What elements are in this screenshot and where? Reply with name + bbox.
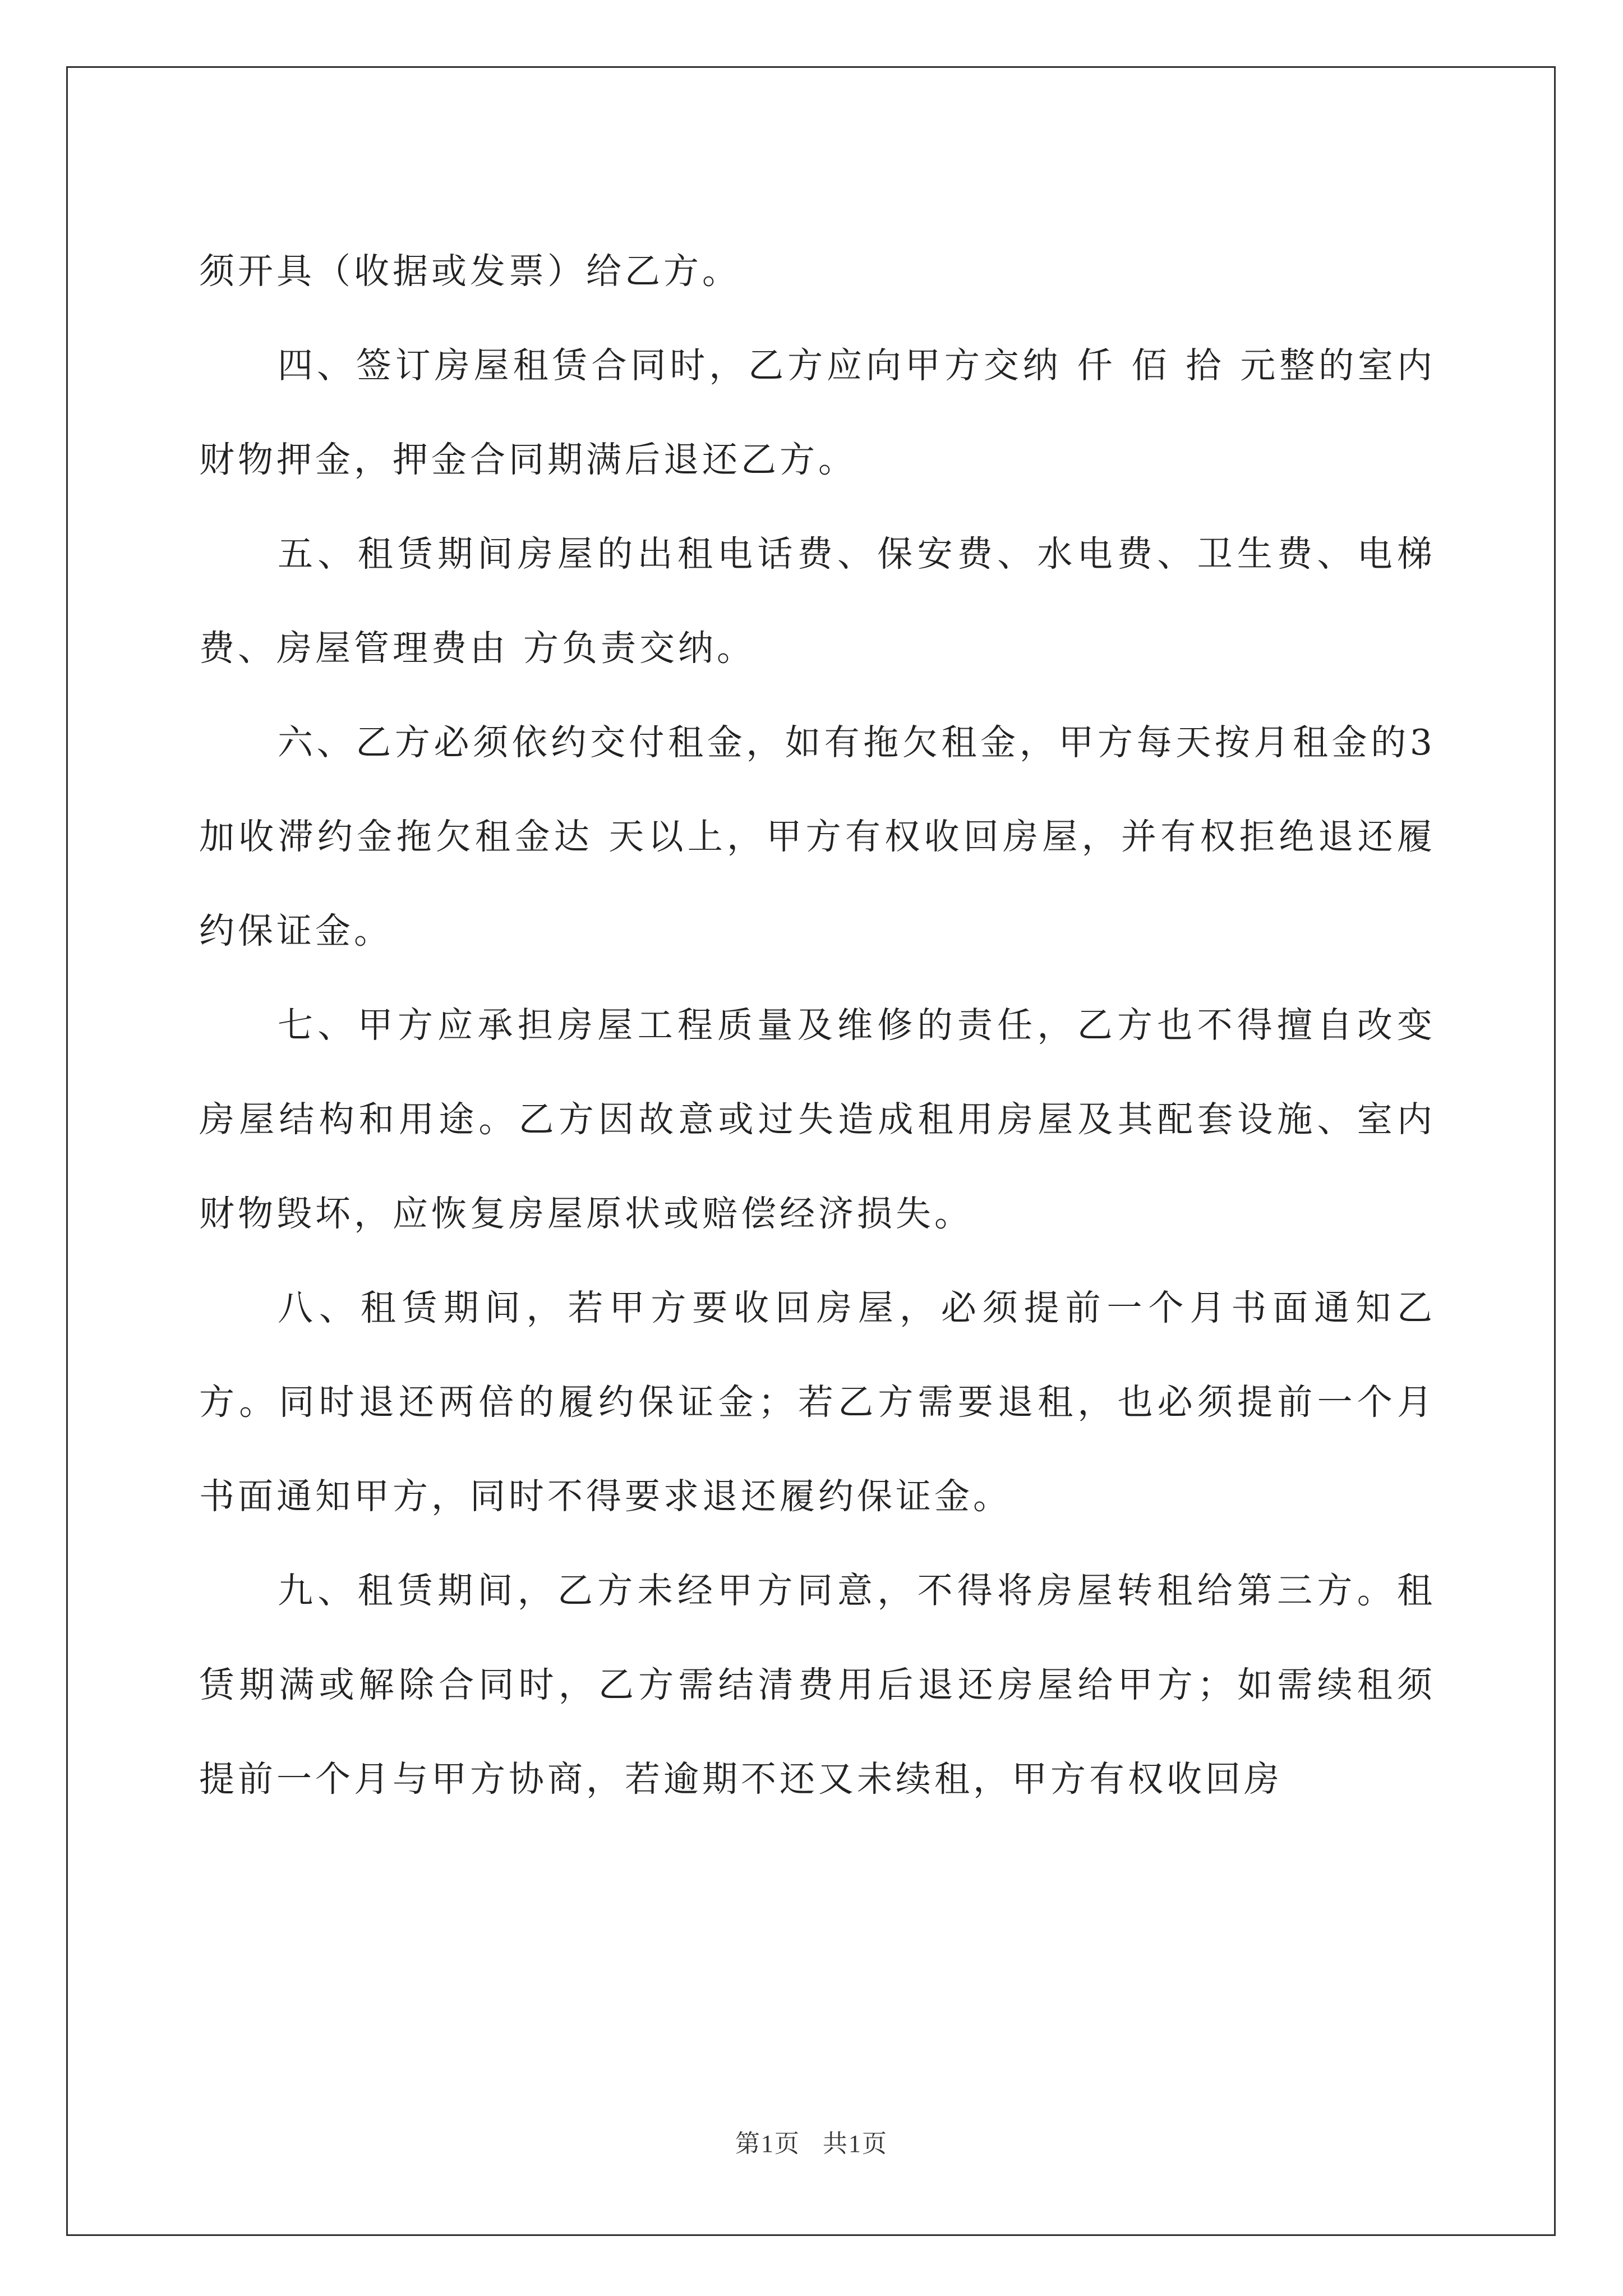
paragraph-clause-9: 九、租赁期间，乙方未经甲方同意，不得将房屋转租给第三方。租赁期满或解除合同时，乙方需结清费用后退还房屋给甲方；如需续租须提前一个月与甲方协商，若逾期不还又未续租，甲方有权收回房 [199, 1570, 1436, 1800]
page-total: 共1页 [823, 2130, 888, 2157]
paragraph-clause-8: 八、租赁期间，若甲方要收回房屋，必须提前一个月书面通知乙方。同时退还两倍的履约保证金；若乙方需要退租，也必须提前一个月书面通知甲方，同时不得要求退还履约保证金。 [199, 1287, 1436, 1517]
page-footer [0, 2123, 1623, 2159]
page-number: 第1页 [735, 2130, 800, 2157]
paragraph-clause-7: 七、甲方应承担房屋工程质量及维修的责任，乙方也不得擅自改变房屋结构和用途。乙方因故意或过失造成租用房屋及其配套设施、室内财物毁坏，应恢复房屋原状或赔偿经济损失。 [199, 1005, 1436, 1234]
paragraph-continuation: 须开具（收据或发票）给乙方。 [199, 251, 741, 292]
paragraph-clause-5: 五、租赁期间房屋的出租电话费、保安费、水电费、卫生费、电梯费、房屋管理费由 方负责交纳。 [199, 533, 1436, 669]
paragraph-clause-6: 六、乙方必须依约交付租金，如有拖欠租金，甲方每天按月租金的3加收滞约金拖欠租金达 天以上，甲方有权收回房屋，并有权拒绝退还履约保证金。 [199, 722, 1436, 951]
document-body [199, 224, 1436, 1826]
paragraph-clause-4: 四、签订房屋租赁合同时，乙方应向甲方交纳 仟 佰 拾 元整的室内财物押金，押金合同期满后退还乙方。 [199, 345, 1436, 480]
